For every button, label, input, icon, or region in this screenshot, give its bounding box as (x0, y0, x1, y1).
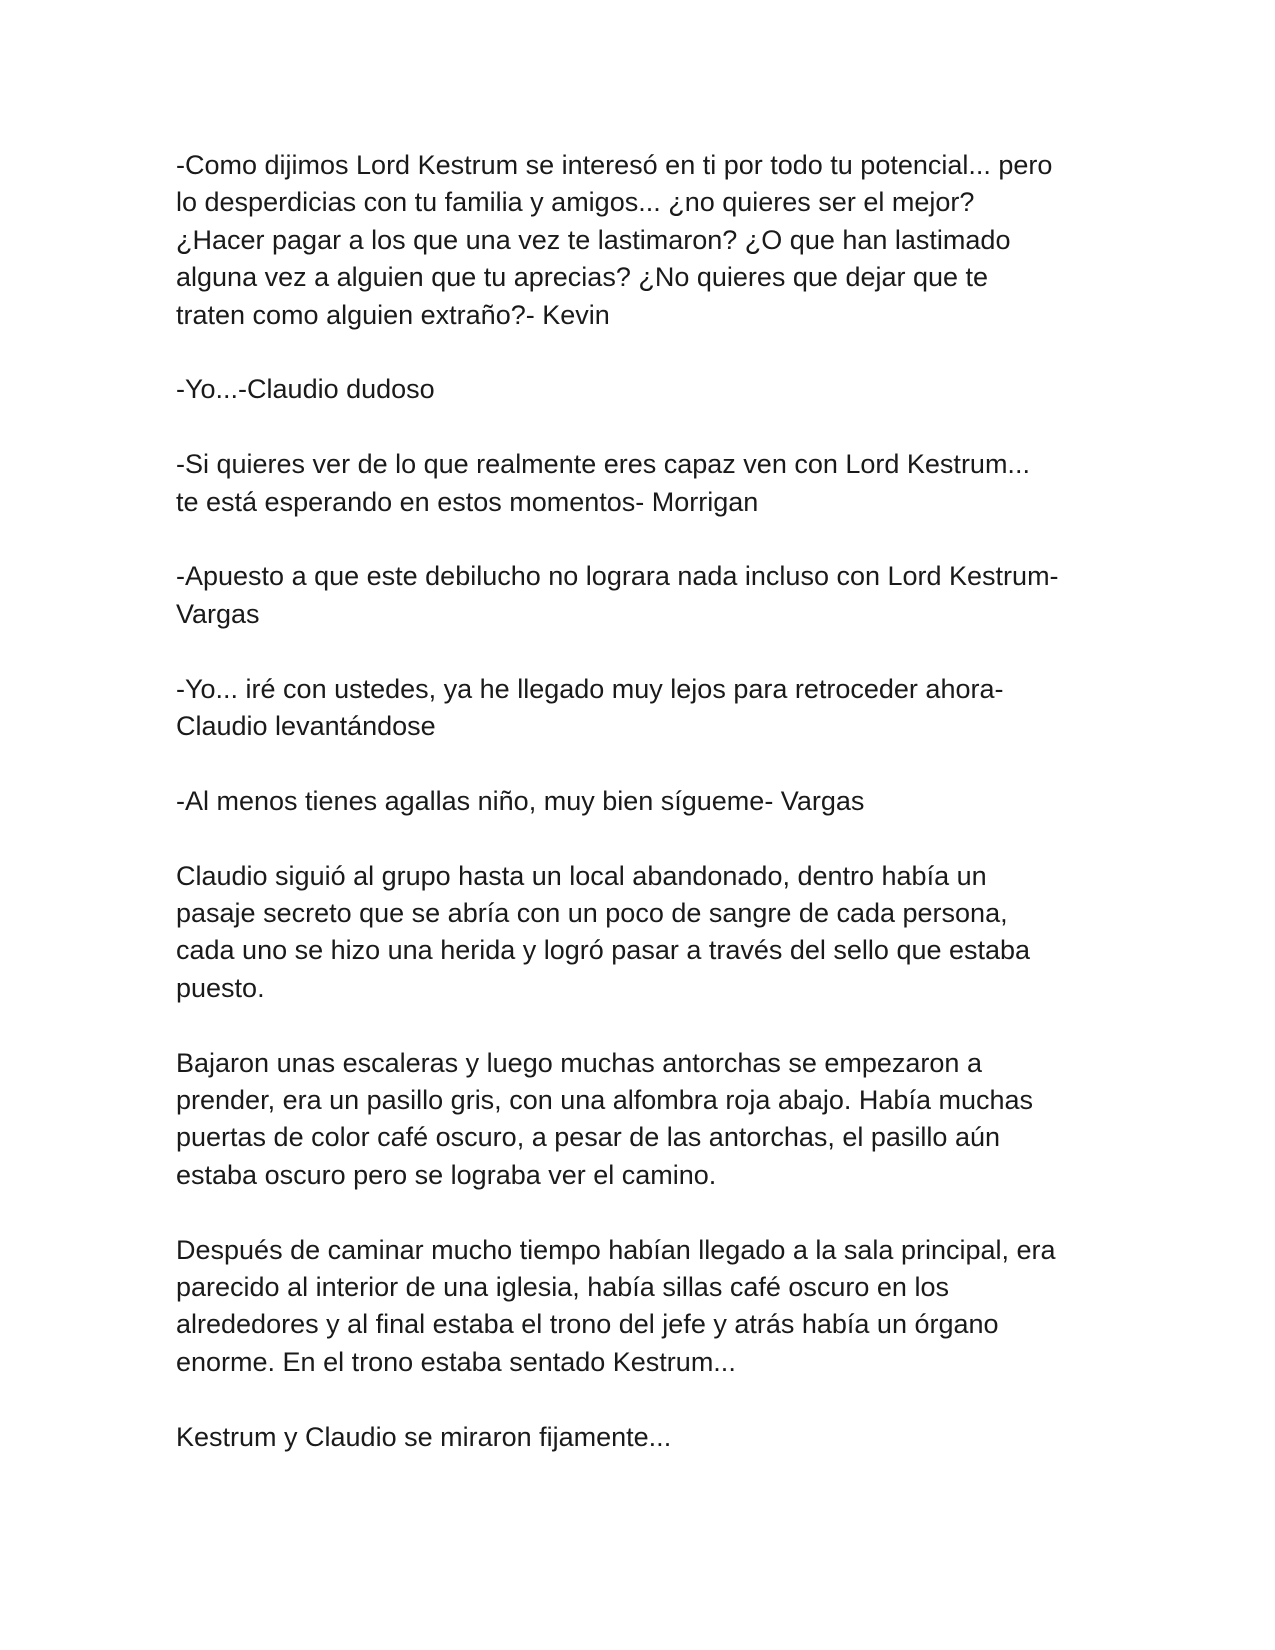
text-line: alrededores y al final estaba el trono del jefe y atrás había un órgano (176, 1309, 999, 1340)
text-line: estaba oscuro pero se lograba ver el camino. (176, 1159, 717, 1190)
text-line: -Si quieres ver de lo que realmente eres capaz ven con Lord Kestrum... (176, 449, 1030, 480)
text-line: ¿Hacer pagar a los que una vez te lastimaron? ¿O que han lastimado (176, 224, 1011, 255)
paragraph-hallway (176, 1045, 1106, 1195)
text-line: te está esperando en estos momentos- Morrigan (176, 486, 759, 517)
paragraph-stare (176, 1419, 1106, 1456)
text-line: enorme. En el trono estaba sentado Kestrum... (176, 1346, 736, 1377)
text-line: -Como dijimos Lord Kestrum se interesó en ti por todo tu potencial... pero (176, 150, 1053, 180)
text-line: traten como alguien extraño?- Kevin (176, 299, 610, 330)
paragraph-claudio-doubt (176, 371, 1106, 408)
text-line: Kestrum y Claudio se miraron fijamente... (176, 1421, 672, 1452)
text-line: -Apuesto a que este debilucho no lograra nada incluso con Lord Kestrum- (176, 561, 1059, 592)
text-line: -Yo...-Claudio dudoso (176, 374, 435, 405)
paragraph-claudio-decision (176, 671, 1106, 746)
document-body (176, 147, 1106, 1493)
text-line: pasaje secreto que se abría con un poco de sangre de cada persona, (176, 898, 1008, 929)
text-line: Claudio siguió al grupo hasta un local abandonado, dentro había un (176, 860, 987, 891)
text-line: -Al menos tienes agallas niño, muy bien sígueme- Vargas (176, 785, 865, 816)
text-line: alguna vez a alguien que tu aprecias? ¿No quieres que dejar que te (176, 262, 989, 293)
text-line: prender, era un pasillo gris, con una alfombra roja abajo. Había muchas (176, 1085, 1033, 1116)
paragraph-vargas-taunt (176, 558, 1106, 633)
paragraph-main-hall (176, 1232, 1106, 1382)
text-line: puesto. (176, 972, 265, 1003)
paragraph-secret-passage (176, 858, 1106, 1008)
text-line: -Yo... iré con ustedes, ya he llegado muy lejos para retroceder ahora- (176, 673, 1004, 704)
text-line: puertas de color café oscuro, a pesar de las antorchas, el pasillo aún (176, 1122, 1000, 1153)
text-line: Después de caminar mucho tiempo habían llegado a la sala principal, era (176, 1234, 1056, 1265)
paragraph-morrigan-dialogue (176, 446, 1106, 521)
text-line: Claudio levantándose (176, 711, 436, 742)
text-line: parecido al interior de una iglesia, había sillas café oscuro en los (176, 1272, 949, 1303)
text-line: Vargas (176, 598, 260, 629)
paragraph-kevin-dialogue (176, 147, 1106, 334)
text-line: Bajaron unas escaleras y luego muchas antorchas se empezaron a (176, 1047, 982, 1078)
text-line: cada uno se hizo una herida y logró pasar a través del sello que estaba (176, 935, 1031, 966)
text-line: lo desperdicias con tu familia y amigos... ¿no quieres ser el mejor? (176, 187, 975, 218)
paragraph-vargas-follow (176, 783, 1106, 820)
